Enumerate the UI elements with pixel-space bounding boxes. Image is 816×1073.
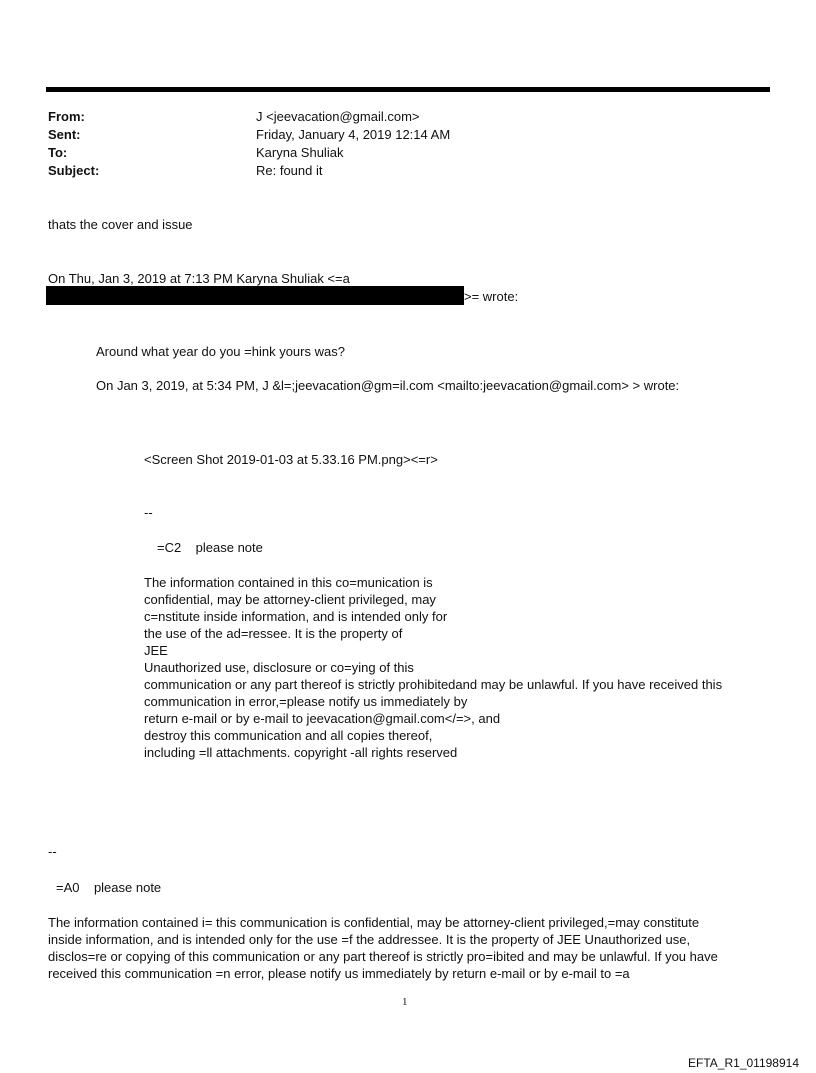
quote-attribution-2: On Jan 3, 2019, at 5:34 PM, J &l=;jeevacation@gm=il.com <mailto:jeevacation@gmail.com> > wrote: bbox=[96, 378, 680, 393]
quote-attribution-1: On Thu, Jan 3, 2019 at 7:13 PM Karyna Shuliak <=a bbox=[48, 271, 350, 286]
disclaimer-line: inside information, and is intended only for the use =f the addressee. It is the property of JEE Unauthorized use, bbox=[48, 932, 691, 947]
to-row bbox=[48, 144, 450, 162]
signature-separator-outer: -- bbox=[48, 844, 57, 859]
question-text: Around what year do you =hink yours was? bbox=[96, 344, 345, 359]
disclaimer-line: c=nstitute inside information, and is intended only for bbox=[144, 609, 448, 624]
reply-text: thats the cover and issue bbox=[48, 217, 193, 232]
header-rule bbox=[46, 87, 770, 92]
disclaimer-line: Unauthorized use, disclosure or co=ying of this bbox=[144, 660, 414, 675]
subject-value: Re: found it bbox=[256, 163, 323, 178]
from-label: From: bbox=[48, 109, 85, 124]
attachment-reference: <Screen Shot 2019-01-03 at 5.33.16 PM.png><=r> bbox=[144, 452, 438, 467]
disclaimer-line: communication or any part thereof is strictly prohibitedand may be unlawful. If you have received this bbox=[144, 677, 723, 692]
quote-attribution-1-tail: >= wrote: bbox=[464, 289, 519, 304]
disclaimer-line: communication in error,=please notify us immediately by bbox=[144, 694, 468, 709]
redaction-bar bbox=[46, 286, 464, 305]
sent-label: Sent: bbox=[48, 127, 81, 142]
disclaimer-line: The information contained in this co=munication is bbox=[144, 575, 433, 590]
disclaimer-line: disclos=re or copying of this communication or any part thereof is strictly pro=ibited and may be unlawful. If you have bbox=[48, 949, 718, 964]
to-value: Karyna Shuliak bbox=[256, 145, 344, 160]
disclaimer-line: received this communication =n error, please notify us immediately by return e-mail or by e-mail to =a bbox=[48, 966, 630, 981]
from-row bbox=[48, 108, 450, 126]
sent-value: Friday, January 4, 2019 12:14 AM bbox=[256, 127, 451, 142]
disclaimer-line: JEE bbox=[144, 643, 168, 658]
to-label: To: bbox=[48, 145, 68, 160]
disclaimer-line: the use of the ad=ressee. It is the property of bbox=[144, 626, 403, 641]
page-number: 1 bbox=[402, 996, 408, 1008]
disclaimer-line: including =ll attachments. copyright -all rights reserved bbox=[144, 745, 458, 760]
subject-row bbox=[48, 162, 450, 180]
disclaimer-line: confidential, may be attorney-client privileged, may bbox=[144, 592, 436, 607]
disclaimer-line: return e-mail or by e-mail to jeevacation@gmail.com</=>, and bbox=[144, 711, 501, 726]
disclaimer-line: The information contained i= this communication is confidential, may be attorney-client privileged,=may constitute bbox=[48, 915, 700, 930]
disclaimer-inner bbox=[144, 574, 722, 761]
disclaimer-outer bbox=[48, 914, 718, 982]
disclaimer-line: destroy this communication and all copies thereof, bbox=[144, 728, 433, 743]
from-value: J <jeevacation@gmail.com> bbox=[256, 109, 420, 124]
please-note-inner: =C2 please note bbox=[157, 540, 263, 555]
subject-label: Subject: bbox=[48, 163, 100, 178]
email-header bbox=[48, 108, 450, 180]
bates-number: EFTA_R1_01198914 bbox=[688, 1056, 799, 1070]
sent-row bbox=[48, 126, 450, 144]
please-note-outer: =A0 please note bbox=[56, 880, 162, 895]
signature-separator-inner: -- bbox=[144, 505, 153, 520]
